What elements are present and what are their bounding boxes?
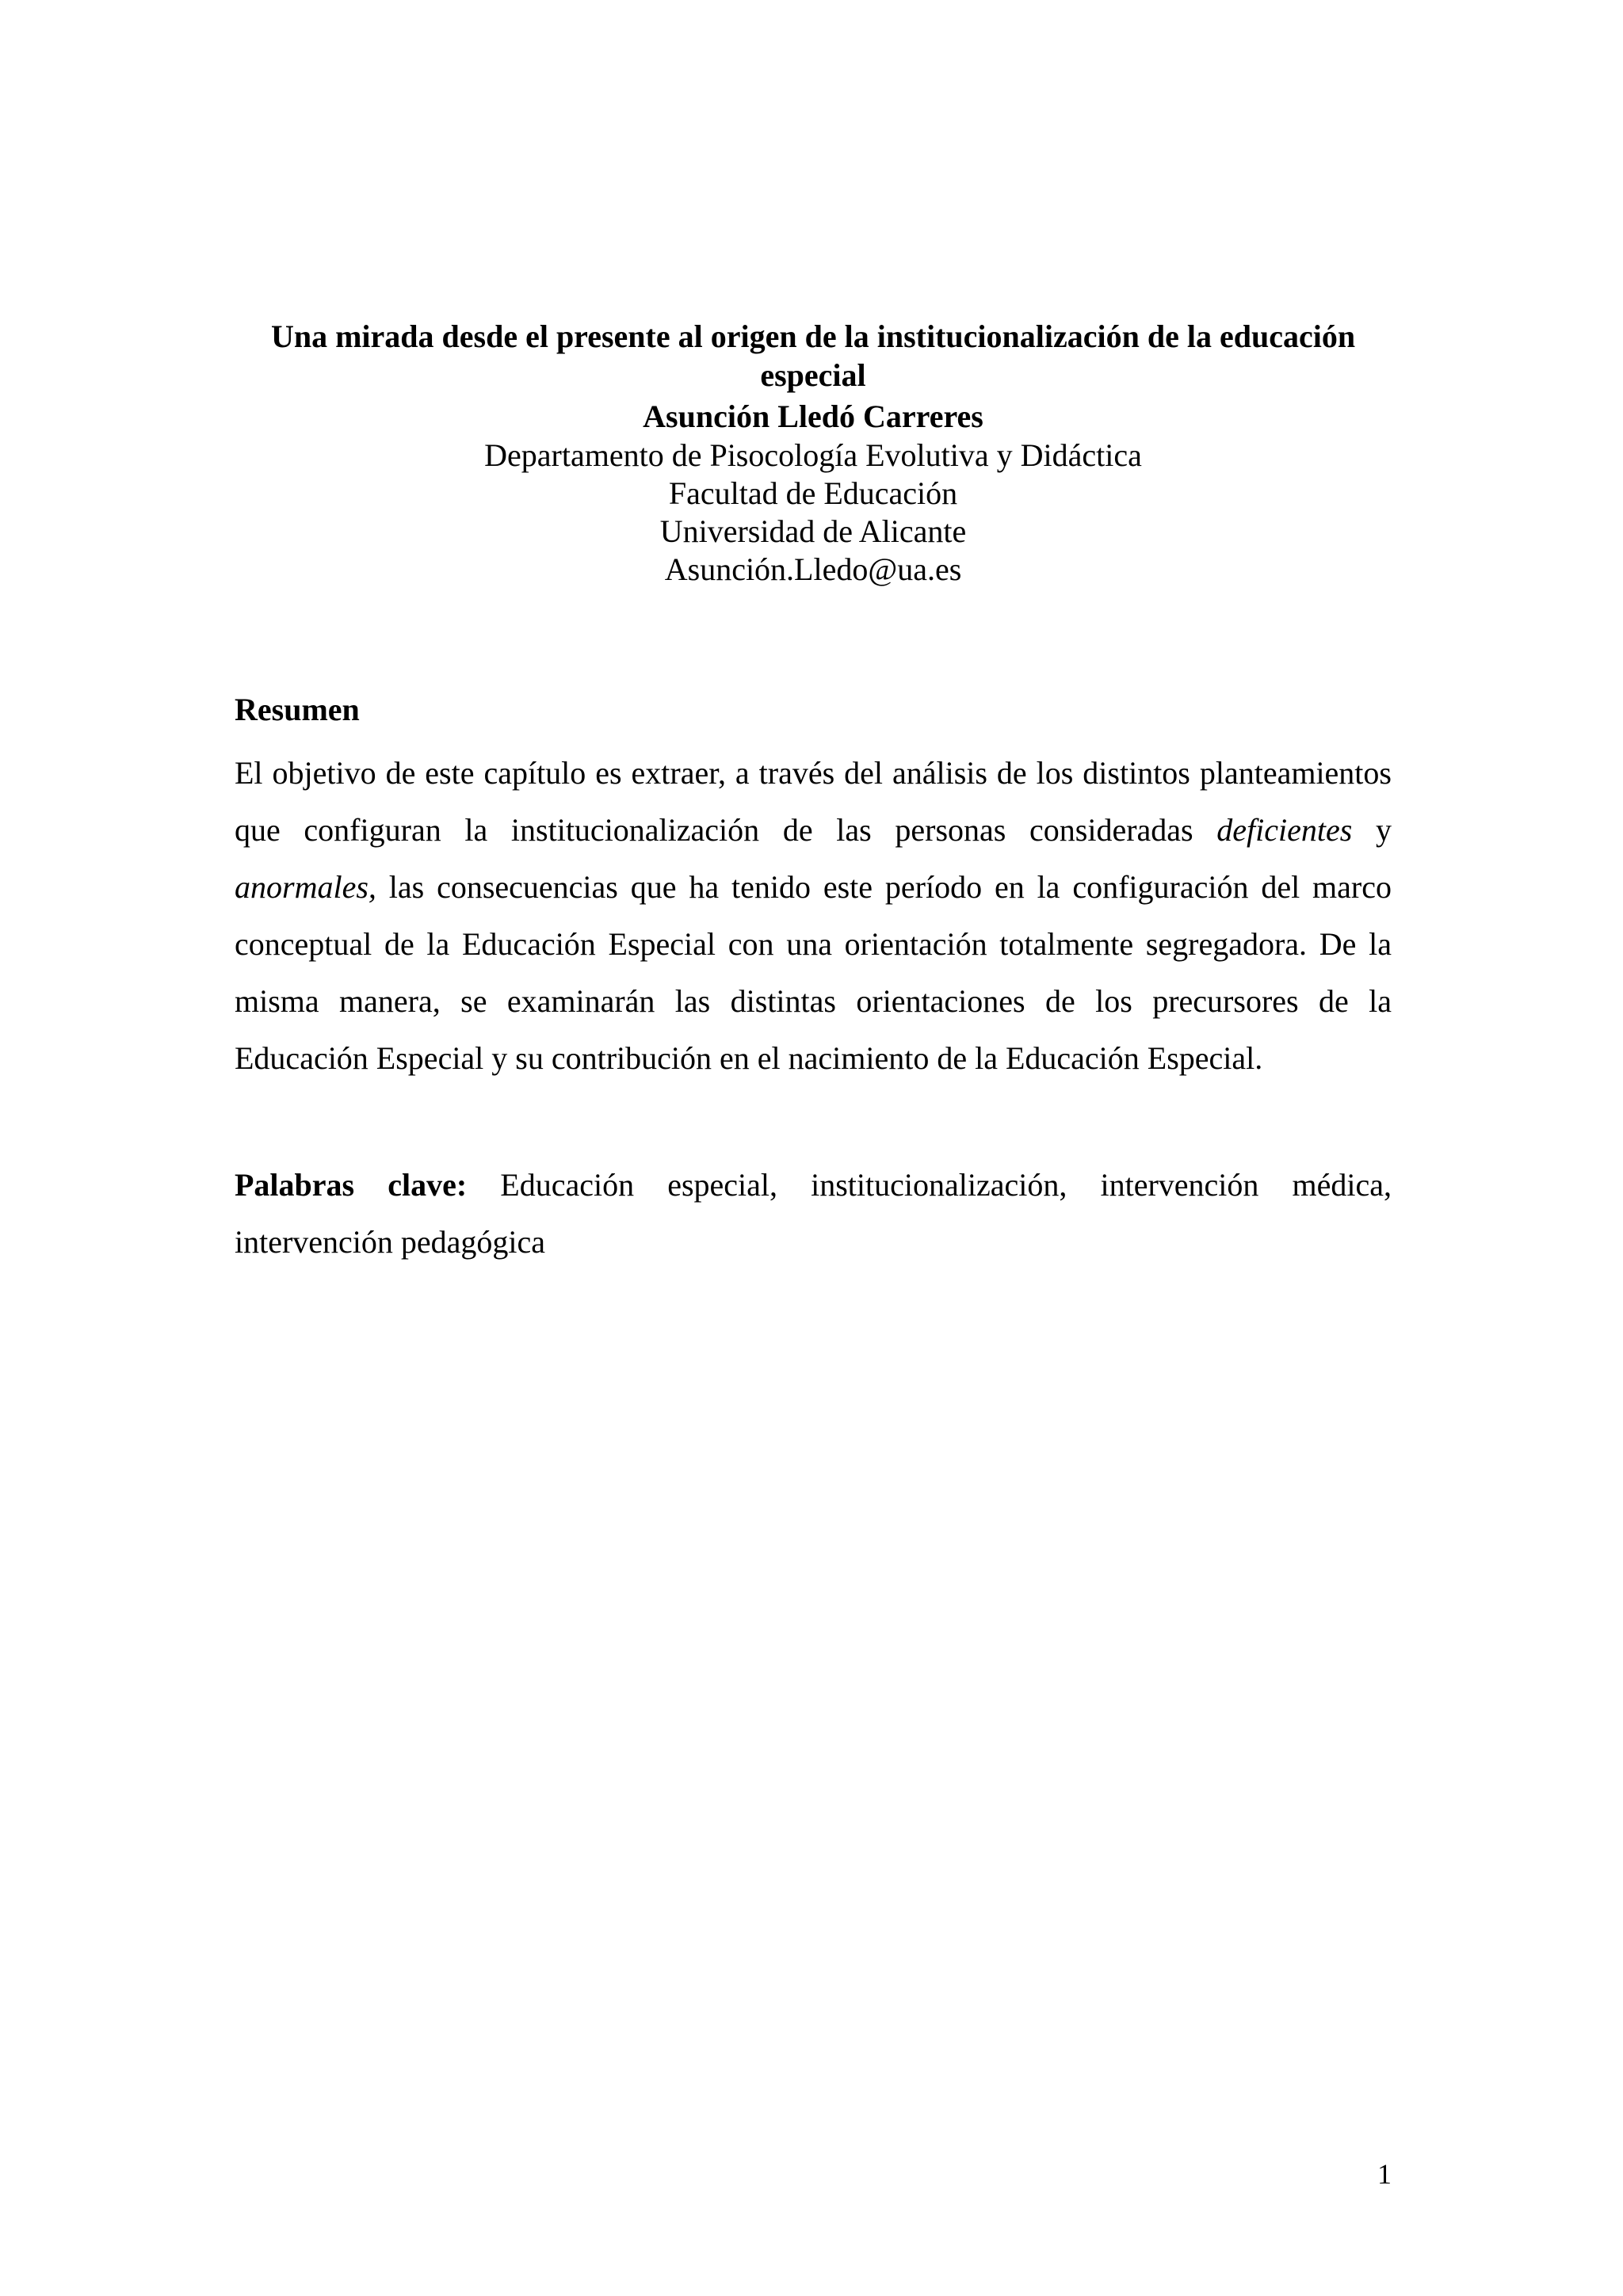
keywords-text: Educación especial, institucionalización, intervención médica, intervención pedagógica xyxy=(235,1167,1392,1260)
abstract-italic-term-2: anormales, xyxy=(235,869,376,905)
keywords xyxy=(235,1157,1392,1271)
title-block xyxy=(238,317,1388,589)
abstract-text-part-1: El objetivo de este capítulo es extraer, a través del análisis de los distintos planteamientos que configuran la institucionalización de las personas consideradas xyxy=(235,755,1392,848)
affiliation-department: Departamento de Pisocología Evolutiva y Didáctica xyxy=(484,437,1142,473)
keywords-label: Palabras clave: xyxy=(235,1167,468,1203)
paper-title-line-2: especial xyxy=(760,357,866,393)
abstract-text-part-2: las consecuencias que ha tenido este período en la configuración del marco conceptual de la Educación Especial con una orientación totalmente segregadora. De la misma manera, se examinarán las distintas orientaciones de los precursores de la Educación Especial y su contribución en el nacimiento de la Educación Especial. xyxy=(235,869,1392,1076)
abstract-connector: y xyxy=(1352,812,1392,848)
author-email: Asunción.Lledo@ua.es xyxy=(664,551,962,587)
abstract-heading: Resumen xyxy=(235,692,360,727)
abstract-text xyxy=(235,745,1392,1087)
paper-title xyxy=(238,317,1388,395)
paper-title-line-1: Una mirada desde el presente al origen de la institucionalización de la educación xyxy=(270,318,1356,354)
abstract-italic-term-1: deficientes xyxy=(1216,812,1353,848)
page-number: 1 xyxy=(1377,2158,1392,2190)
author-name: Asunción Lledó Carreres xyxy=(643,399,983,434)
affiliation-faculty: Facultad de Educación xyxy=(668,475,958,511)
affiliation-university: Universidad de Alicante xyxy=(659,513,967,549)
